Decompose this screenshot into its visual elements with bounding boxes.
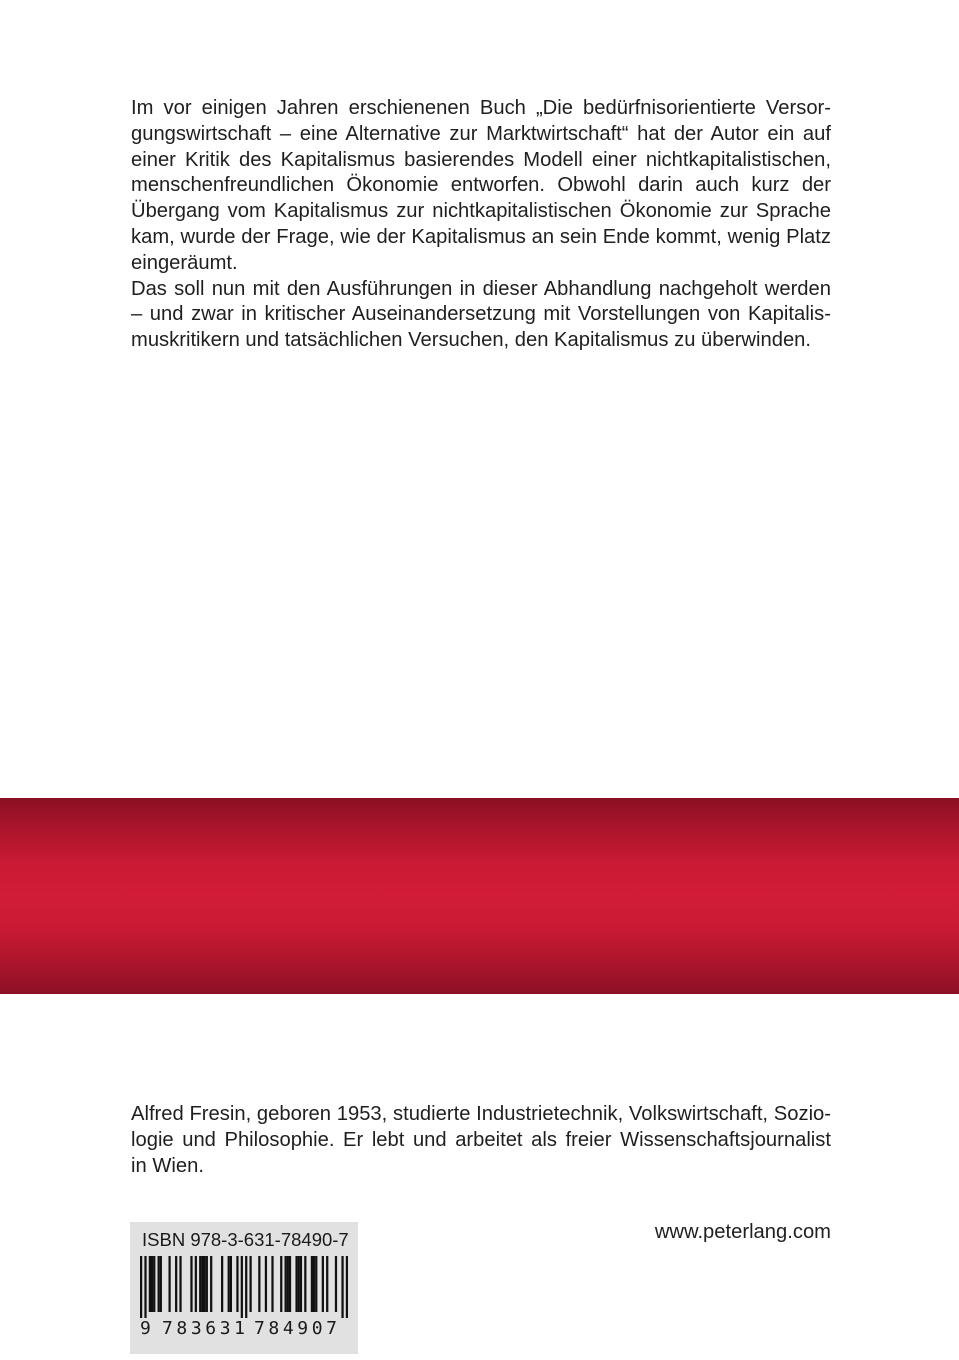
barcode-bar [190,1256,192,1312]
barcode-bar [311,1256,313,1312]
barcode-bar [289,1256,291,1312]
barcode-bar [313,1256,315,1312]
barcode-bar [206,1256,208,1312]
blurb-line: kam, wurde der Frage, wie der Kapitalismus an sein Ende kommt, wenig Platz [131,225,831,248]
barcode-bar [230,1256,232,1312]
barcode-bar [179,1256,181,1312]
back-cover-blurb [131,96,831,354]
barcode-bars [140,1256,348,1318]
barcode-bar [153,1256,155,1312]
barcode-bar [265,1256,267,1312]
blurb-paragraph-2 [131,277,831,354]
author-bio-line: Alfred Fresin, geboren 1953, studierte Industrietechnik, Volkswirtschaft, Sozio- [131,1103,831,1125]
barcode-bar [249,1256,251,1312]
barcode-bar [326,1256,328,1312]
barcode-bar [285,1256,287,1312]
barcode-bar [228,1256,230,1312]
red-band [0,798,959,994]
barcode-bar [199,1256,201,1312]
blurb-line: – und zwar in kritischer Auseinandersetzung mit Vorstellungen von Kapitalis- [131,303,831,326]
barcode-digits-right: 784907 [254,1318,341,1339]
barcode-bar [151,1256,153,1312]
author-bio-line: in Wien. [131,1154,204,1177]
barcode-bar [245,1256,247,1318]
barcode-bar [210,1256,212,1312]
barcode-bar [271,1256,273,1312]
barcode-bar [236,1256,238,1312]
barcode-bar [346,1256,348,1318]
barcode-bar [158,1256,160,1312]
barcode-digits-left: 783631 [162,1318,249,1339]
barcode-bar [295,1256,297,1312]
blurb-line: gungswirtschaft – eine Alternative zur Marktwirtschaft“ hat der Autor ein auf [131,122,831,145]
barcode-bar [322,1256,324,1312]
isbn-label: ISBN 978-3-631-78490-7 [142,1229,349,1250]
blurb-line: menschenfreundlichen Ökonomie entworfen. Obwohl darin auch kurz der [131,174,831,197]
barcode-bar [160,1256,162,1312]
barcode-bar [298,1256,300,1312]
barcode-bar [221,1256,223,1312]
barcode-bar [315,1256,317,1312]
barcode-digit-lead: 9 [140,1318,151,1339]
barcode-bar [140,1256,142,1318]
blurb-line: einer Kritik des Kapitalismus basierendes Modell einer nichtkapitalistischen, [131,148,831,171]
barcode-bar [287,1256,289,1312]
blurb-line: Im vor einigen Jahren erschienenen Buch „Die bedürfnisorientierte Versor- [131,97,831,119]
barcode-bar [201,1256,203,1312]
barcode-bar [241,1256,243,1318]
blurb-line: eingeräumt. [131,251,238,274]
barcode-bar [175,1256,177,1312]
barcode-bar [300,1256,302,1312]
barcode-bar [195,1256,197,1312]
barcode-bar [203,1256,205,1312]
blurb-paragraph-1 [131,96,831,277]
barcode-bar [304,1256,306,1312]
barcode-bar [280,1256,282,1312]
barcode-bar [258,1256,260,1312]
author-bio-line: logie und Philosophie. Er lebt und arbeitet als freier Wissenschaftsjournalist [131,1128,831,1151]
isbn-barcode [130,1222,358,1354]
barcode-bar [335,1256,337,1312]
publisher-website: www.peterlang.com [654,1221,831,1243]
barcode-bar [341,1256,343,1318]
blurb-line: Das soll nun mit den Ausführungen in dieser Abhandlung nachgeholt werden [131,277,831,300]
barcode-bar [149,1256,151,1312]
blurb-line: muskritikern und tatsächlichen Versuchen, den Kapitalismus zu überwinden. [131,329,812,352]
barcode-bar [168,1256,170,1312]
blurb-line: Übergang vom Kapitalismus zur nichtkapitalistischen Ökonomie zur Sprache [131,200,831,223]
author-bio [131,1102,831,1179]
barcode-bar [144,1256,146,1318]
